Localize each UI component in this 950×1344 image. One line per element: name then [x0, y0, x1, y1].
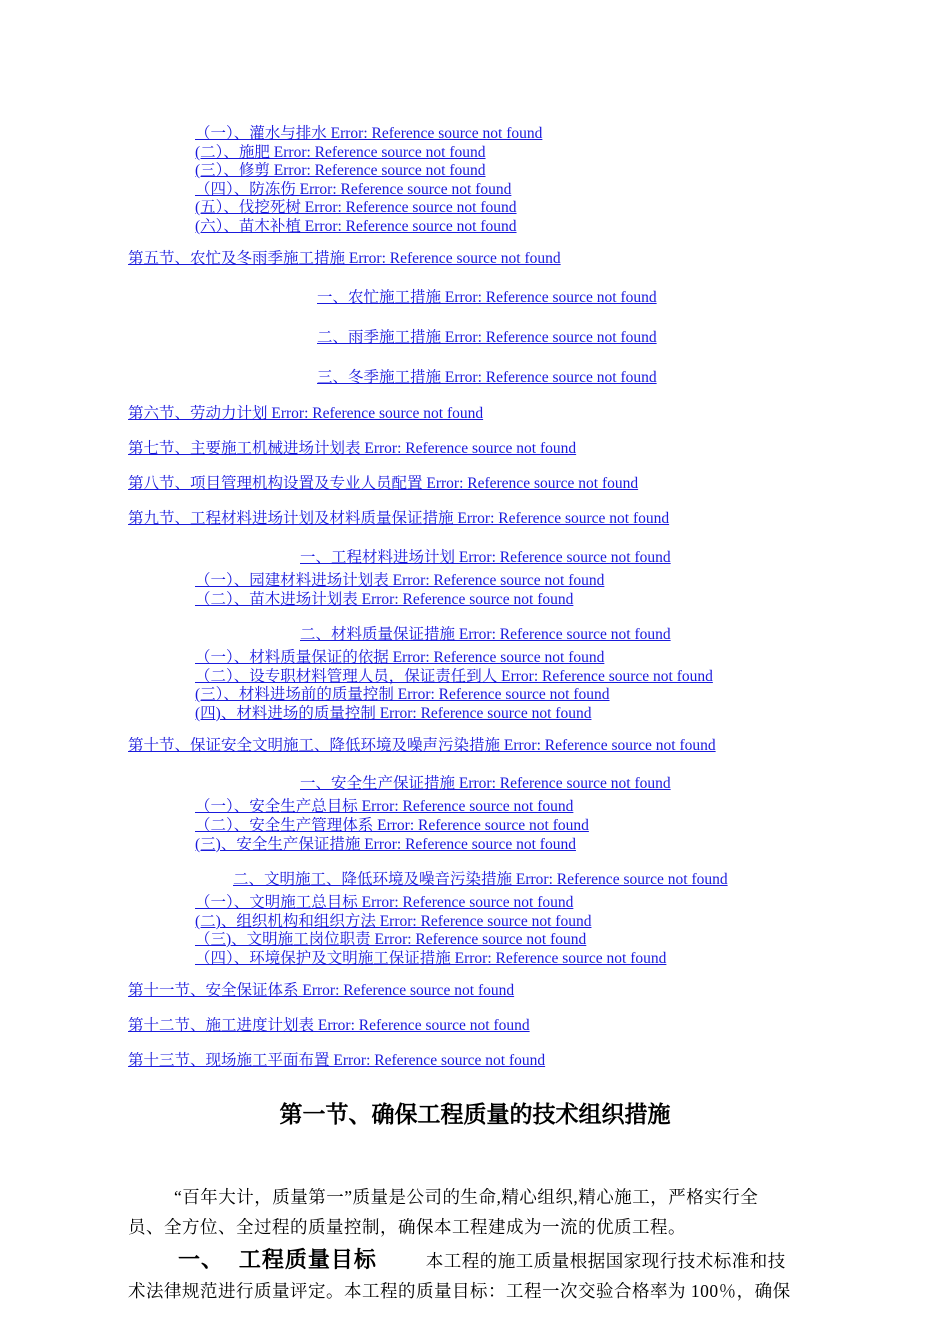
intro-line-1: “百年大计，质量第一”质量是公司的生命,精心组织,精心施工，严格实行全: [174, 1187, 759, 1207]
toc-link[interactable]: (三)、安全生产保证措施 Error: Reference source not found: [195, 836, 576, 853]
toc-link[interactable]: (五）、伐挖死树 Error: Reference source not found: [195, 199, 517, 216]
intro-paragraph: [128, 1182, 840, 1242]
toc-link[interactable]: （一）、材料质量保证的依据 Error: Reference source not found: [195, 649, 605, 666]
toc-link[interactable]: (三）、材料进场前的质量控制 Error: Reference source not found: [195, 686, 610, 703]
toc-link[interactable]: （一）、灌水与排水 Error: Reference source not found: [195, 125, 543, 142]
quality-goal-line-1: [128, 1246, 840, 1276]
toc-link[interactable]: 一、安全生产保证措施 Error: Reference source not found: [300, 775, 671, 792]
section-heading: 第一节、确保工程质量的技术组织措施: [279, 1102, 671, 1128]
toc-link[interactable]: 第十节、保证安全文明施工、降低环境及噪声污染措施 Error: Reference source not found: [128, 737, 716, 754]
toc-link[interactable]: 二、材料质量保证措施 Error: Reference source not found: [300, 626, 671, 643]
toc-link[interactable]: 第十一节、安全保证体系 Error: Reference source not found: [128, 982, 515, 999]
toc-link[interactable]: (四)、材料进场的质量控制 Error: Reference source not found: [195, 705, 592, 722]
toc-link[interactable]: 第五节、农忙及冬雨季施工措施 Error: Reference source not found: [128, 250, 561, 267]
toc-link[interactable]: 一、农忙施工措施 Error: Reference source not found: [317, 289, 657, 306]
toc-link[interactable]: (二)、组织机构和组织方法 Error: Reference source not found: [195, 913, 592, 930]
toc-link[interactable]: 第六节、劳动力计划 Error: Reference source not found: [128, 405, 484, 422]
toc-link[interactable]: （一）、文明施工总目标 Error: Reference source not found: [195, 894, 574, 911]
toc-link[interactable]: （二）、设专职材料管理人员，保证责任到人 Error: Reference source not found: [195, 668, 713, 685]
toc-link[interactable]: （一）、园建材料进场计划表 Error: Reference source not found: [195, 572, 605, 589]
toc-link[interactable]: （二）、苗木进场计划表 Error: Reference source not found: [195, 591, 574, 608]
toc-link[interactable]: （二）、安全生产管理体系 Error: Reference source not found: [195, 817, 589, 834]
toc-link[interactable]: （四）、防冻伤 Error: Reference source not found: [195, 181, 512, 198]
toc-link[interactable]: (二）、施肥 Error: Reference source not found: [195, 144, 486, 161]
toc-link[interactable]: (三）、修剪 Error: Reference source not found: [195, 162, 486, 179]
quality-goal-paragraph: [128, 1246, 840, 1306]
quality-goal-number: 一、: [178, 1248, 225, 1273]
toc-link[interactable]: 第十二节、施工进度计划表 Error: Reference source not found: [128, 1017, 530, 1034]
quality-goal-title: 工程质量目标: [238, 1248, 377, 1273]
toc-link[interactable]: 第八节、项目管理机构设置及专业人员配置 Error: Reference source not found: [128, 475, 639, 492]
quality-goal-text: 本工程的施工质量根据国家现行技术标准和技: [425, 1251, 786, 1271]
toc-link[interactable]: 第十三节、现场施工平面布置 Error: Reference source not found: [128, 1052, 546, 1069]
toc-link[interactable]: （三)、文明施工岗位职责 Error: Reference source not found: [195, 931, 587, 948]
toc-link[interactable]: 第九节、工程材料进场计划及材料质量保证措施 Error: Reference source not found: [128, 510, 670, 527]
quality-goal-line-2: 术法律规范进行质量评定。本工程的质量目标：工程一次交验合格率为 100％，确保: [128, 1281, 791, 1301]
toc-link[interactable]: 三、冬季施工措施 Error: Reference source not found: [317, 369, 657, 386]
toc-link[interactable]: （一）、安全生产总目标 Error: Reference source not found: [195, 798, 574, 815]
toc-link[interactable]: （四）、环境保护及文明施工保证措施 Error: Reference source not found: [195, 950, 667, 967]
toc-link[interactable]: 二、雨季施工措施 Error: Reference source not found: [317, 329, 657, 346]
toc-link[interactable]: 一、工程材料进场计划 Error: Reference source not found: [300, 549, 671, 566]
toc-link[interactable]: (六）、苗木补植 Error: Reference source not found: [195, 218, 517, 235]
intro-line-2: 员、全方位、全过程的质量控制，确保本工程建成为一流的优质工程。: [128, 1217, 686, 1237]
toc-link[interactable]: 第七节、主要施工机械进场计划表 Error: Reference source not found: [128, 440, 577, 457]
toc-link[interactable]: 二、文明施工、降低环境及噪音污染措施 Error: Reference source not found: [233, 871, 728, 888]
